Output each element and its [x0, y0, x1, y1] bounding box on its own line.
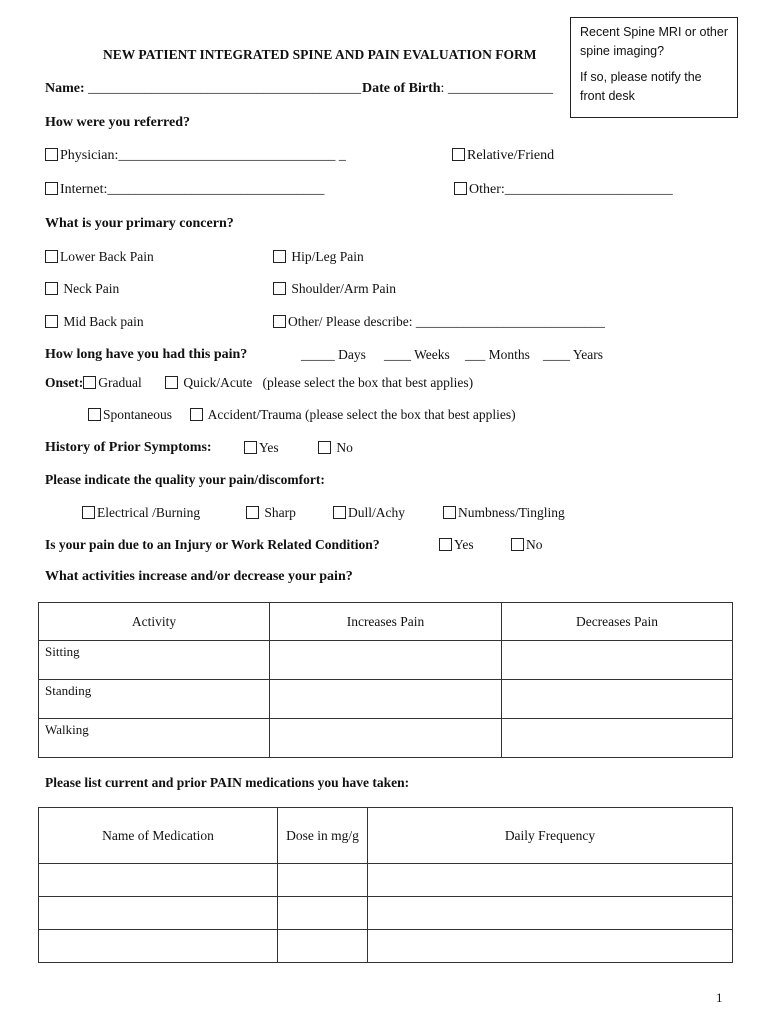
duration-months[interactable]: ___ Months	[465, 347, 530, 362]
history-no-option	[318, 440, 353, 456]
lower-back-checkbox[interactable]	[45, 250, 58, 263]
table-row	[39, 897, 733, 930]
gradual-label: Gradual	[98, 375, 142, 390]
internet-field[interactable]: _______________________________	[107, 182, 325, 197]
hip-leg-checkbox[interactable]	[273, 250, 286, 263]
activities-question: What activities increase and/or decrease your pain?	[45, 569, 353, 584]
accident-label: Accident/Trauma (please select the box that best applies)	[207, 407, 516, 422]
concern-other-label: Other/ Please describe:	[288, 314, 416, 329]
lower-back-label: Lower Back Pain	[60, 249, 154, 264]
physician-label: Physician:	[60, 148, 119, 163]
concern-neck	[45, 281, 119, 297]
dose-header: Dose in mg/g	[278, 808, 368, 864]
injury-yes-option	[439, 537, 474, 553]
medications-question: Please list current and prior PAIN medications you have taken:	[45, 775, 410, 790]
sharp-label: Sharp	[264, 505, 296, 520]
internet-checkbox[interactable]	[45, 182, 58, 195]
imaging-notice-box	[570, 17, 738, 118]
mid-back-checkbox[interactable]	[45, 315, 58, 328]
concern-hip-leg	[273, 249, 364, 265]
increases-header: Increases Pain	[270, 603, 502, 641]
frequency-header: Daily Frequency	[368, 808, 733, 864]
referral-relative-option	[452, 148, 554, 164]
medication-name-header: Name of Medication	[39, 808, 278, 864]
referral-other-checkbox[interactable]	[454, 182, 467, 195]
concern-mid-back	[45, 314, 144, 330]
dull-checkbox[interactable]	[333, 506, 346, 519]
spontaneous-checkbox[interactable]	[88, 408, 101, 421]
history-yes-checkbox[interactable]	[244, 441, 257, 454]
imaging-instruction: If so, please notify the front desk	[580, 70, 702, 103]
table-row	[39, 864, 733, 897]
frequency-cell[interactable]	[368, 930, 733, 963]
activity-sitting: Sitting	[39, 641, 270, 680]
dob-field[interactable]: _______________	[447, 81, 553, 96]
medication-name-cell[interactable]	[39, 864, 278, 897]
history-yes-option	[244, 440, 279, 456]
shoulder-arm-label: Shoulder/Arm Pain	[291, 281, 396, 296]
frequency-cell[interactable]	[368, 897, 733, 930]
quality-question: Please indicate the quality your pain/discomfort:	[45, 472, 325, 487]
mid-back-label: Mid Back pain	[63, 314, 144, 329]
frequency-cell[interactable]	[368, 864, 733, 897]
relative-checkbox[interactable]	[452, 148, 465, 161]
dob-row	[362, 81, 553, 97]
quality-sharp-option	[246, 505, 296, 521]
dose-cell[interactable]	[278, 930, 368, 963]
internet-label: Internet:	[60, 182, 108, 197]
concern-shoulder-arm	[273, 281, 396, 297]
page-number: 1	[716, 990, 723, 1005]
dob-label: Date of Birth	[362, 81, 441, 96]
activity-header: Activity	[39, 603, 270, 641]
name-field[interactable]: _______________________________________	[88, 81, 362, 96]
concern-lower-back	[45, 249, 154, 265]
medications-table	[38, 807, 733, 963]
shoulder-arm-checkbox[interactable]	[273, 282, 286, 295]
quality-dull-option	[333, 505, 405, 521]
electrical-label: Electrical /Burning	[97, 505, 201, 520]
concern-other-field[interactable]: ____________________________	[415, 314, 605, 329]
dose-cell[interactable]	[278, 864, 368, 897]
walking-decreases-cell[interactable]	[502, 719, 733, 758]
sitting-increases-cell[interactable]	[270, 641, 502, 680]
history-no-label: No	[336, 440, 353, 455]
activities-header-row	[39, 603, 733, 641]
history-yes-label: Yes	[259, 440, 279, 455]
injury-no-label: No	[526, 537, 543, 552]
decreases-header: Decreases Pain	[502, 603, 733, 641]
numbness-checkbox[interactable]	[443, 506, 456, 519]
referral-question: How were you referred?	[45, 115, 191, 130]
referral-other-option	[454, 182, 673, 198]
neck-checkbox[interactable]	[45, 282, 58, 295]
injury-yes-checkbox[interactable]	[439, 538, 452, 551]
numbness-label: Numbness/Tingling	[458, 505, 565, 520]
onset-accident-option	[190, 407, 516, 423]
standing-decreases-cell[interactable]	[502, 680, 733, 719]
electrical-checkbox[interactable]	[82, 506, 95, 519]
duration-weeks[interactable]: ____ Weeks	[384, 347, 450, 362]
duration-years[interactable]: ____ Years	[543, 347, 604, 362]
activity-standing: Standing	[39, 680, 270, 719]
injury-no-checkbox[interactable]	[511, 538, 524, 551]
spontaneous-label: Spontaneous	[103, 407, 172, 422]
hip-leg-label: Hip/Leg Pain	[291, 249, 364, 264]
referral-physician-option	[45, 148, 346, 164]
activities-table	[38, 602, 733, 758]
concern-other-checkbox[interactable]	[273, 315, 286, 328]
history-no-checkbox[interactable]	[318, 441, 331, 454]
name-label: Name:	[45, 81, 85, 96]
standing-increases-cell[interactable]	[270, 680, 502, 719]
physician-field[interactable]: _______________________________ _	[118, 148, 346, 163]
referral-other-field[interactable]: ________________________	[504, 182, 673, 197]
dull-label: Dull/Achy	[348, 505, 405, 520]
quality-numbness-option	[443, 505, 565, 521]
referral-other-label: Other:	[469, 182, 505, 197]
dob-colon: :	[440, 81, 445, 96]
concern-other	[273, 314, 605, 330]
quick-checkbox[interactable]	[165, 376, 178, 389]
gradual-checkbox[interactable]	[83, 376, 96, 389]
sitting-decreases-cell[interactable]	[502, 641, 733, 680]
dose-cell[interactable]	[278, 897, 368, 930]
table-row	[39, 641, 733, 680]
activity-walking: Walking	[39, 719, 270, 758]
name-row	[45, 81, 361, 97]
table-row	[39, 719, 733, 758]
duration-question: How long have you had this pain?	[45, 347, 248, 362]
neck-label: Neck Pain	[63, 281, 120, 296]
medications-header-row	[39, 808, 733, 864]
medication-name-cell[interactable]	[39, 930, 278, 963]
onset-spontaneous-option	[88, 407, 172, 423]
medication-name-cell[interactable]	[39, 897, 278, 930]
accident-checkbox[interactable]	[190, 408, 203, 421]
imaging-question: Recent Spine MRI or other spine imaging?	[580, 25, 728, 58]
onset-note: (please select the box that best applies)	[262, 375, 474, 390]
table-row	[39, 680, 733, 719]
onset-label: Onset:	[45, 375, 84, 390]
history-question: History of Prior Symptoms:	[45, 440, 212, 455]
quick-label: Quick/Acute	[183, 375, 253, 390]
table-row	[39, 930, 733, 963]
physician-checkbox[interactable]	[45, 148, 58, 161]
onset-row-1	[45, 375, 142, 391]
relative-label: Relative/Friend	[467, 148, 555, 163]
injury-no-option	[511, 537, 543, 553]
referral-internet-option	[45, 182, 324, 198]
duration-days[interactable]: _____ Days	[301, 347, 366, 362]
onset-quick-option	[165, 375, 473, 391]
walking-increases-cell[interactable]	[270, 719, 502, 758]
sharp-checkbox[interactable]	[246, 506, 259, 519]
concern-question: What is your primary concern?	[45, 216, 234, 231]
quality-electrical-option	[82, 505, 200, 521]
injury-yes-label: Yes	[454, 537, 474, 552]
injury-question: Is your pain due to an Injury or Work Related Condition?	[45, 537, 380, 552]
form-title: NEW PATIENT INTEGRATED SPINE AND PAIN EVALUATION FORM	[103, 47, 537, 62]
